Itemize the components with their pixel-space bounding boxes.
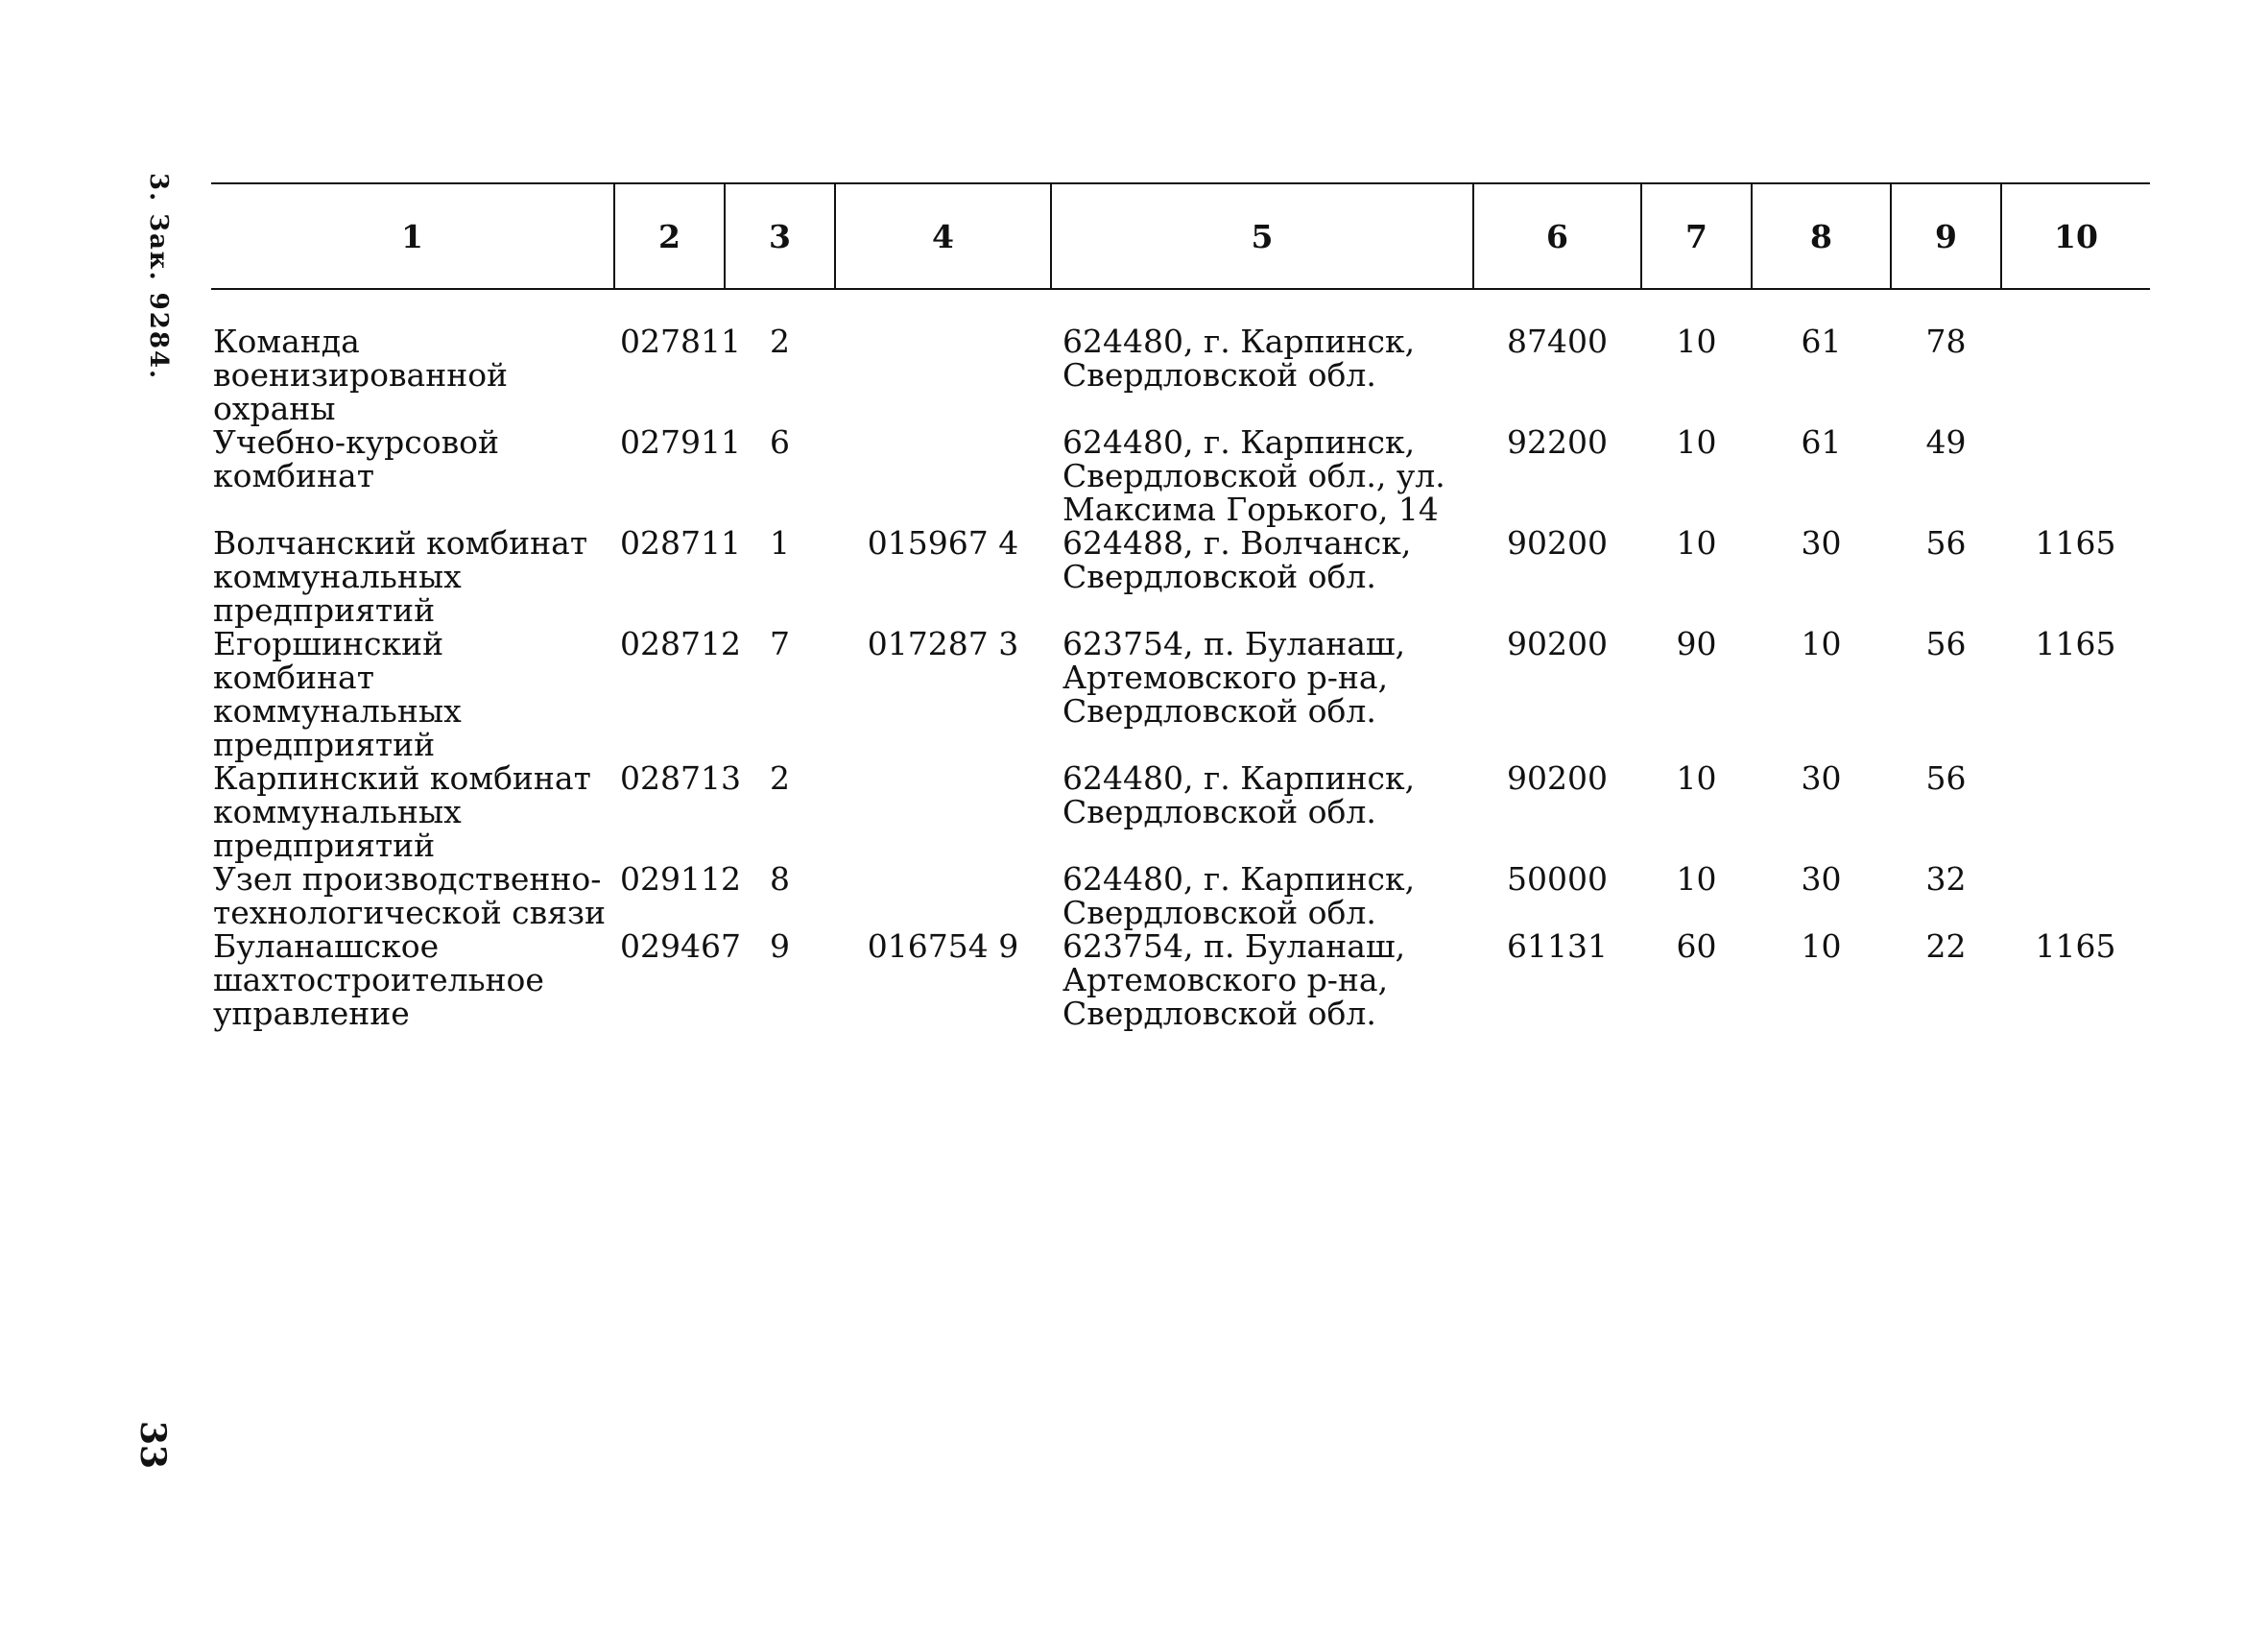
cell-digit: 2 <box>770 323 790 360</box>
cell-col7: 10 <box>1676 759 1717 797</box>
cell-address: 624480, г. Карпинск, Свердловской обл. <box>1062 759 1416 830</box>
table-row <box>211 425 2150 526</box>
column-header: 10 <box>2001 183 2150 289</box>
cell-digit: 9 <box>770 927 790 965</box>
cell-digit: 7 <box>770 625 790 662</box>
cell-col10: 1165 <box>2035 927 2116 965</box>
cell-col4-code: 017287 <box>867 625 989 662</box>
column-header: 4 <box>835 183 1051 289</box>
table-row <box>211 289 2150 425</box>
cell-code: 027911 <box>620 423 741 461</box>
cell-col8: 61 <box>1801 323 1842 360</box>
cell-col6: 90200 <box>1507 625 1608 662</box>
cell-col6: 90200 <box>1507 524 1608 562</box>
cell-code: 029112 <box>620 860 741 898</box>
margin-note: 3. Зак. 9284. <box>144 173 173 381</box>
cell-col9: 32 <box>1925 860 1967 898</box>
cell-col8: 61 <box>1801 423 1842 461</box>
cell-col7: 90 <box>1676 625 1717 662</box>
org-name: Команда военизированной охраны <box>213 323 509 427</box>
table-row <box>211 862 2150 929</box>
table-row <box>211 526 2150 627</box>
column-header: 7 <box>1641 183 1752 289</box>
org-name: Буланашское шахтостроительное управление <box>213 927 544 1032</box>
cell-col7: 10 <box>1676 524 1717 562</box>
cell-col7: 60 <box>1676 927 1717 965</box>
cell-col7: 10 <box>1676 323 1717 360</box>
cell-col10 <box>2001 761 2150 862</box>
org-name: Учебно-курсовой комбинат <box>213 423 500 494</box>
cell-col4 <box>835 929 1051 1030</box>
org-name: Егоршинский комбинат коммунальных предприятий <box>213 625 462 763</box>
cell-col9: 49 <box>1925 423 1967 461</box>
cell-col4 <box>835 862 1051 929</box>
cell-digit: 6 <box>770 423 790 461</box>
cell-col6: 50000 <box>1507 860 1608 898</box>
cell-col4 <box>835 425 1051 526</box>
cell-address: 624480, г. Карпинск, Свердловской обл., ул. Максима Горького, 14 <box>1062 423 1445 528</box>
cell-col6: 61131 <box>1507 927 1608 965</box>
cell-col10: 1165 <box>2035 524 2116 562</box>
table-row <box>211 929 2150 1030</box>
cell-col4-digit: 4 <box>998 524 1019 562</box>
cell-col9: 56 <box>1925 625 1967 662</box>
cell-digit: 1 <box>770 524 790 562</box>
cell-digit: 2 <box>770 759 790 797</box>
cell-col9: 22 <box>1925 927 1967 965</box>
cell-col6: 92200 <box>1507 423 1608 461</box>
cell-code: 028713 <box>620 759 741 797</box>
cell-code: 028712 <box>620 625 741 662</box>
cell-digit: 8 <box>770 860 790 898</box>
cell-code: 027811 <box>620 323 741 360</box>
table-row <box>211 627 2150 761</box>
cell-col4 <box>835 627 1051 761</box>
column-header: 8 <box>1752 183 1891 289</box>
cell-address: 624480, г. Карпинск, Свердловской обл. <box>1062 860 1416 931</box>
cell-address: 623754, п. Буланаш, Артемовского р-на, Свердловской обл. <box>1062 625 1406 730</box>
column-header: 9 <box>1891 183 2001 289</box>
column-header: 2 <box>614 183 725 289</box>
org-name: Узел производственно-технологической связи <box>213 860 607 931</box>
data-table <box>211 182 2150 1030</box>
cell-col9: 56 <box>1925 524 1967 562</box>
cell-col4 <box>835 761 1051 862</box>
cell-col10 <box>2001 862 2150 929</box>
cell-code: 028711 <box>620 524 741 562</box>
cell-col4-code: 015967 <box>867 524 989 562</box>
page-number: 33 <box>132 1421 173 1470</box>
cell-col8: 30 <box>1801 524 1842 562</box>
cell-address: 624488, г. Волчанск, Свердловской обл. <box>1062 524 1412 595</box>
column-header: 5 <box>1051 183 1473 289</box>
cell-address: 623754, п. Буланаш, Артемовского р-на, Свердловской обл. <box>1062 927 1406 1032</box>
cell-col9: 56 <box>1925 759 1967 797</box>
cell-col7: 10 <box>1676 860 1717 898</box>
cell-col10 <box>2001 425 2150 526</box>
cell-col6: 90200 <box>1507 759 1608 797</box>
document-table <box>211 182 2150 1030</box>
org-name: Карпинский комбинат коммунальных предприятий <box>213 759 591 864</box>
cell-col4 <box>835 526 1051 627</box>
column-header: 3 <box>725 183 835 289</box>
cell-col4-digit: 3 <box>998 625 1019 662</box>
cell-col4-code: 016754 <box>867 927 989 965</box>
cell-col10: 1165 <box>2035 625 2116 662</box>
cell-col8: 30 <box>1801 860 1842 898</box>
table-row <box>211 761 2150 862</box>
cell-col6: 87400 <box>1507 323 1608 360</box>
cell-col8: 10 <box>1801 927 1842 965</box>
cell-col7: 10 <box>1676 423 1717 461</box>
cell-col8: 10 <box>1801 625 1842 662</box>
cell-col9: 78 <box>1925 323 1967 360</box>
cell-col10 <box>2001 289 2150 425</box>
cell-col4 <box>835 289 1051 425</box>
cell-col8: 30 <box>1801 759 1842 797</box>
org-name: Волчанский комбинат коммунальных предприятий <box>213 524 588 629</box>
cell-col4-digit: 9 <box>998 927 1019 965</box>
cell-address: 624480, г. Карпинск, Свердловской обл. <box>1062 323 1416 394</box>
column-header: 1 <box>211 183 614 289</box>
table-header-row <box>211 183 2150 289</box>
column-header: 6 <box>1473 183 1641 289</box>
cell-code: 029467 <box>620 927 741 965</box>
